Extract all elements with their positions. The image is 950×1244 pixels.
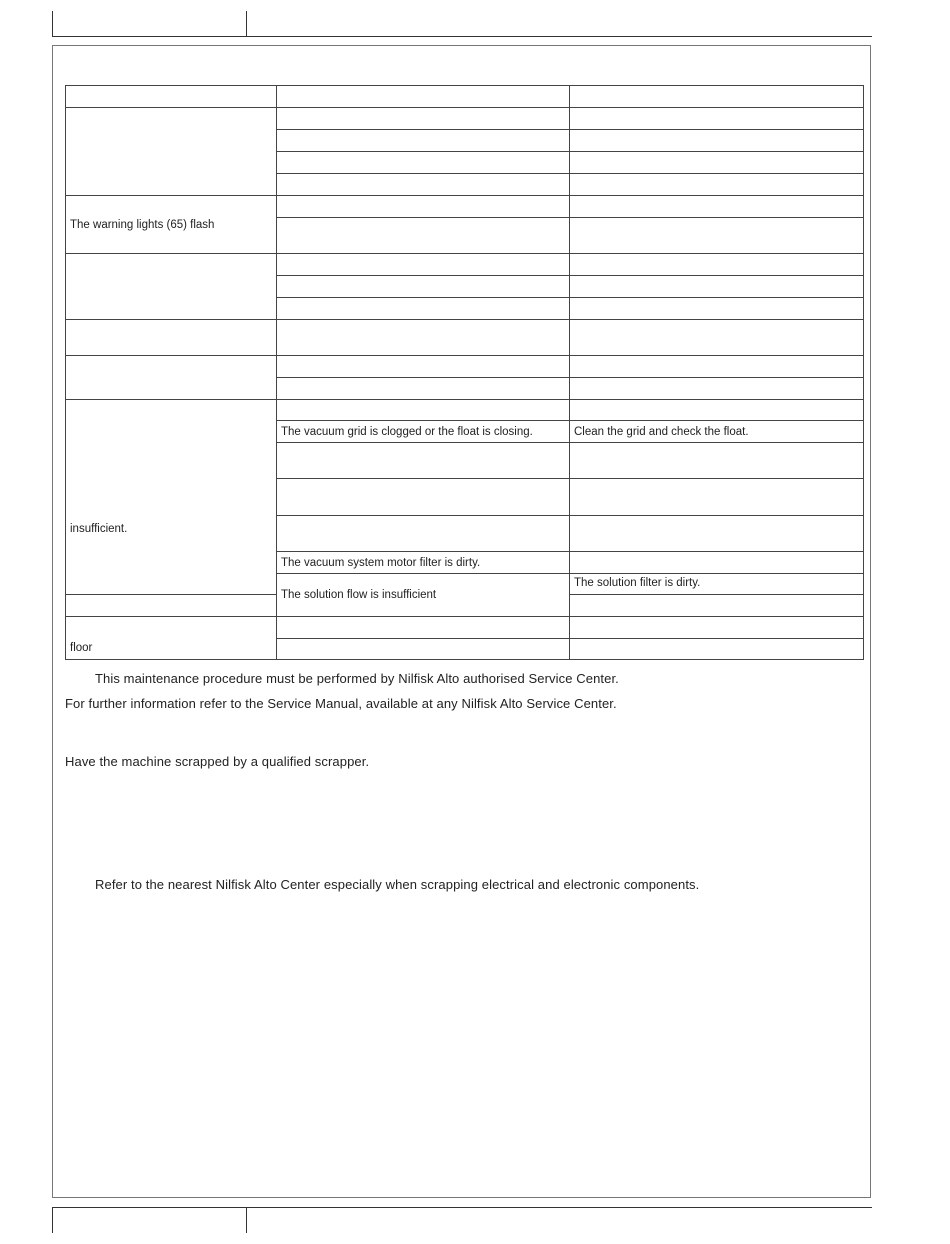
header-rule xyxy=(52,36,872,37)
cause-cell xyxy=(277,298,570,320)
remedy-cell xyxy=(570,130,864,152)
footer-tick-mid xyxy=(246,1207,247,1233)
cause-cell xyxy=(277,254,570,276)
remedy-text: Clean the grid and check the float. xyxy=(574,425,749,438)
problem-cell xyxy=(66,400,277,595)
problem-cell xyxy=(66,196,277,254)
cause-cell xyxy=(277,174,570,196)
problem-cell xyxy=(66,356,277,400)
problem-text: insufficient. xyxy=(70,523,128,535)
cause-cell xyxy=(277,617,570,639)
table-row xyxy=(66,617,864,639)
remedy-cell xyxy=(570,108,864,130)
remedy-cell xyxy=(570,356,864,378)
cause-cell xyxy=(277,378,570,400)
table-row xyxy=(66,196,864,218)
remedy-cell xyxy=(570,639,864,660)
cause-cell xyxy=(277,400,570,421)
table-header-row xyxy=(66,86,864,108)
cause-cell xyxy=(570,574,864,595)
remedy-cell xyxy=(570,443,864,479)
remedy-cell xyxy=(570,298,864,320)
cause-cell xyxy=(277,479,570,516)
header-cell xyxy=(277,86,570,108)
problem-cell xyxy=(66,320,277,356)
remedy-cell xyxy=(570,254,864,276)
remedy-cell xyxy=(570,595,864,617)
problem-cell xyxy=(66,108,277,196)
remedy-cell xyxy=(570,218,864,254)
cause-cell xyxy=(277,108,570,130)
remedy-cell xyxy=(570,378,864,400)
header-cell xyxy=(570,86,864,108)
cause-text: The vacuum system motor filter is dirty. xyxy=(281,556,481,569)
cause-cell xyxy=(277,443,570,479)
service-manual-note: For further information refer to the Service Manual, available at any Nilfisk Alto Service Center. xyxy=(65,696,617,711)
problem-cell xyxy=(66,254,277,320)
remedy-cell xyxy=(570,276,864,298)
cause-cell xyxy=(277,218,570,254)
table-row xyxy=(66,320,864,356)
remedy-cell xyxy=(570,617,864,639)
footer-rule xyxy=(52,1207,872,1208)
cause-cell xyxy=(277,320,570,356)
remedy-cell xyxy=(570,320,864,356)
remedy-cell xyxy=(570,196,864,218)
cause-cell xyxy=(277,516,570,552)
cause-cell xyxy=(277,356,570,378)
problem-cell xyxy=(277,574,570,617)
cause-text: The solution filter is dirty. xyxy=(574,577,701,589)
footer-tick-left xyxy=(52,1207,53,1233)
table-row xyxy=(66,400,864,421)
header-tick-mid xyxy=(246,11,247,37)
table-row xyxy=(66,108,864,130)
table-row xyxy=(66,356,864,378)
cause-cell xyxy=(277,276,570,298)
maintenance-note: This maintenance procedure must be performed by Nilfisk Alto authorised Service Center. xyxy=(95,671,619,686)
cause-text: The vacuum grid is clogged or the float is closing. xyxy=(281,425,533,438)
remedy-cell xyxy=(570,552,864,574)
remedy-cell xyxy=(570,479,864,516)
remedy-cell xyxy=(570,400,864,421)
header-tick-left xyxy=(52,11,53,37)
cause-cell xyxy=(277,152,570,174)
cause-cell xyxy=(277,639,570,660)
problem-text: The solution flow is insufficient xyxy=(281,589,437,601)
troubleshooting-table xyxy=(65,85,864,660)
table-row xyxy=(66,254,864,276)
cause-cell xyxy=(277,130,570,152)
cause-cell xyxy=(66,595,277,617)
cause-cell xyxy=(277,552,570,574)
problem-text: floor xyxy=(70,642,93,654)
cause-cell xyxy=(277,196,570,218)
remedy-cell xyxy=(570,152,864,174)
scrapping-note: Refer to the nearest Nilfisk Alto Center especially when scrapping electrical and electronic components. xyxy=(95,877,700,892)
problem-text: The warning lights (65) flash xyxy=(70,218,215,231)
scrapping-text: Have the machine scrapped by a qualified scrapper. xyxy=(65,754,370,769)
header-cell xyxy=(66,86,277,108)
remedy-cell xyxy=(570,421,864,443)
remedy-cell xyxy=(570,516,864,552)
cause-cell xyxy=(277,421,570,443)
remedy-cell xyxy=(570,174,864,196)
problem-cell xyxy=(66,617,277,660)
